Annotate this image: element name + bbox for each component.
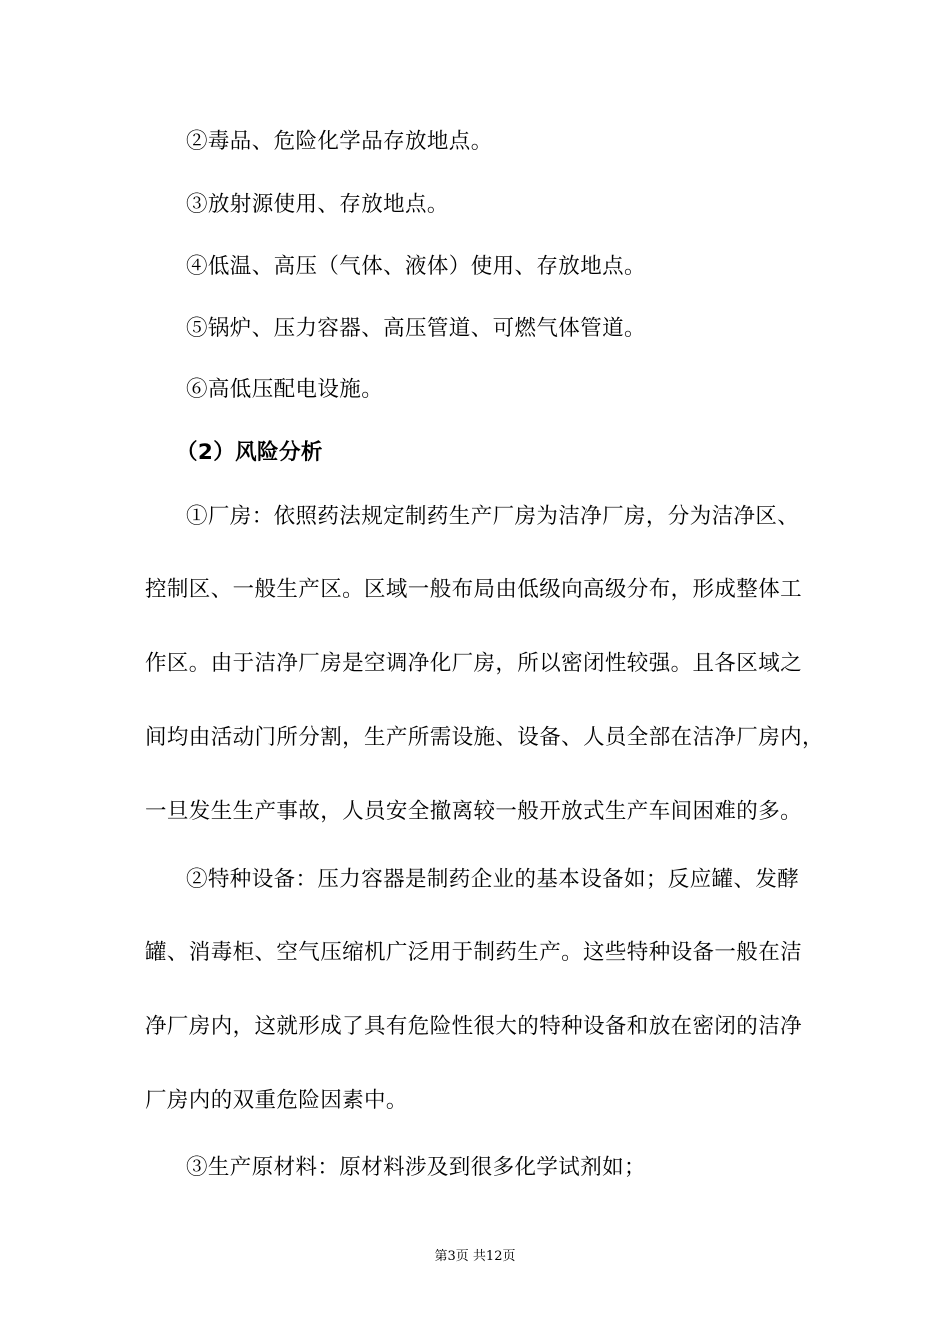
list-item: ⑤锅炉、压力容器、高压管道、可燃气体管道。 xyxy=(186,316,646,341)
paragraph-line: 作区。由于洁净厂房是空调净化厂房，所以密闭性较强。且各区域之 xyxy=(145,651,803,676)
paragraph-line: 控制区、一般生产区。区域一般布局由低级向高级分布，形成整体工 xyxy=(145,577,803,602)
paragraph-line: ③生产原材料：原材料涉及到很多化学试剂如； xyxy=(186,1155,646,1180)
paragraph-line: 一旦发生生产事故，人员安全撤离较一般开放式生产车间困难的多。 xyxy=(145,799,803,824)
paragraph-line: 罐、消毒柜、空气压缩机广泛用于制药生产。这些特种设备一般在洁 xyxy=(145,940,803,965)
section-heading: （2）风险分析 xyxy=(176,440,323,465)
list-item: ④低温、高压（气体、液体）使用、存放地点。 xyxy=(186,254,646,279)
list-item: ②毒品、危险化学品存放地点。 xyxy=(186,129,493,154)
paragraph-line: ①厂房：依照药法规定制药生产厂房为洁净厂房，分为洁净区、 xyxy=(186,504,800,529)
paragraph-line: ②特种设备：压力容器是制药企业的基本设备如；反应罐、发酵 xyxy=(186,867,800,892)
list-item: ③放射源使用、存放地点。 xyxy=(186,192,449,217)
paragraph-line: 间均由活动门所分割，生产所需设施、设备、人员全部在洁净厂房内， xyxy=(145,725,824,750)
paragraph-line: 净厂房内，这就形成了具有危险性很大的特种设备和放在密闭的洁净 xyxy=(145,1014,803,1039)
list-item: ⑥高低压配电设施。 xyxy=(186,377,384,402)
paragraph-line: 厂房内的双重危险因素中。 xyxy=(145,1088,408,1113)
page-footer: 第3页 共12页 xyxy=(434,1249,516,1264)
